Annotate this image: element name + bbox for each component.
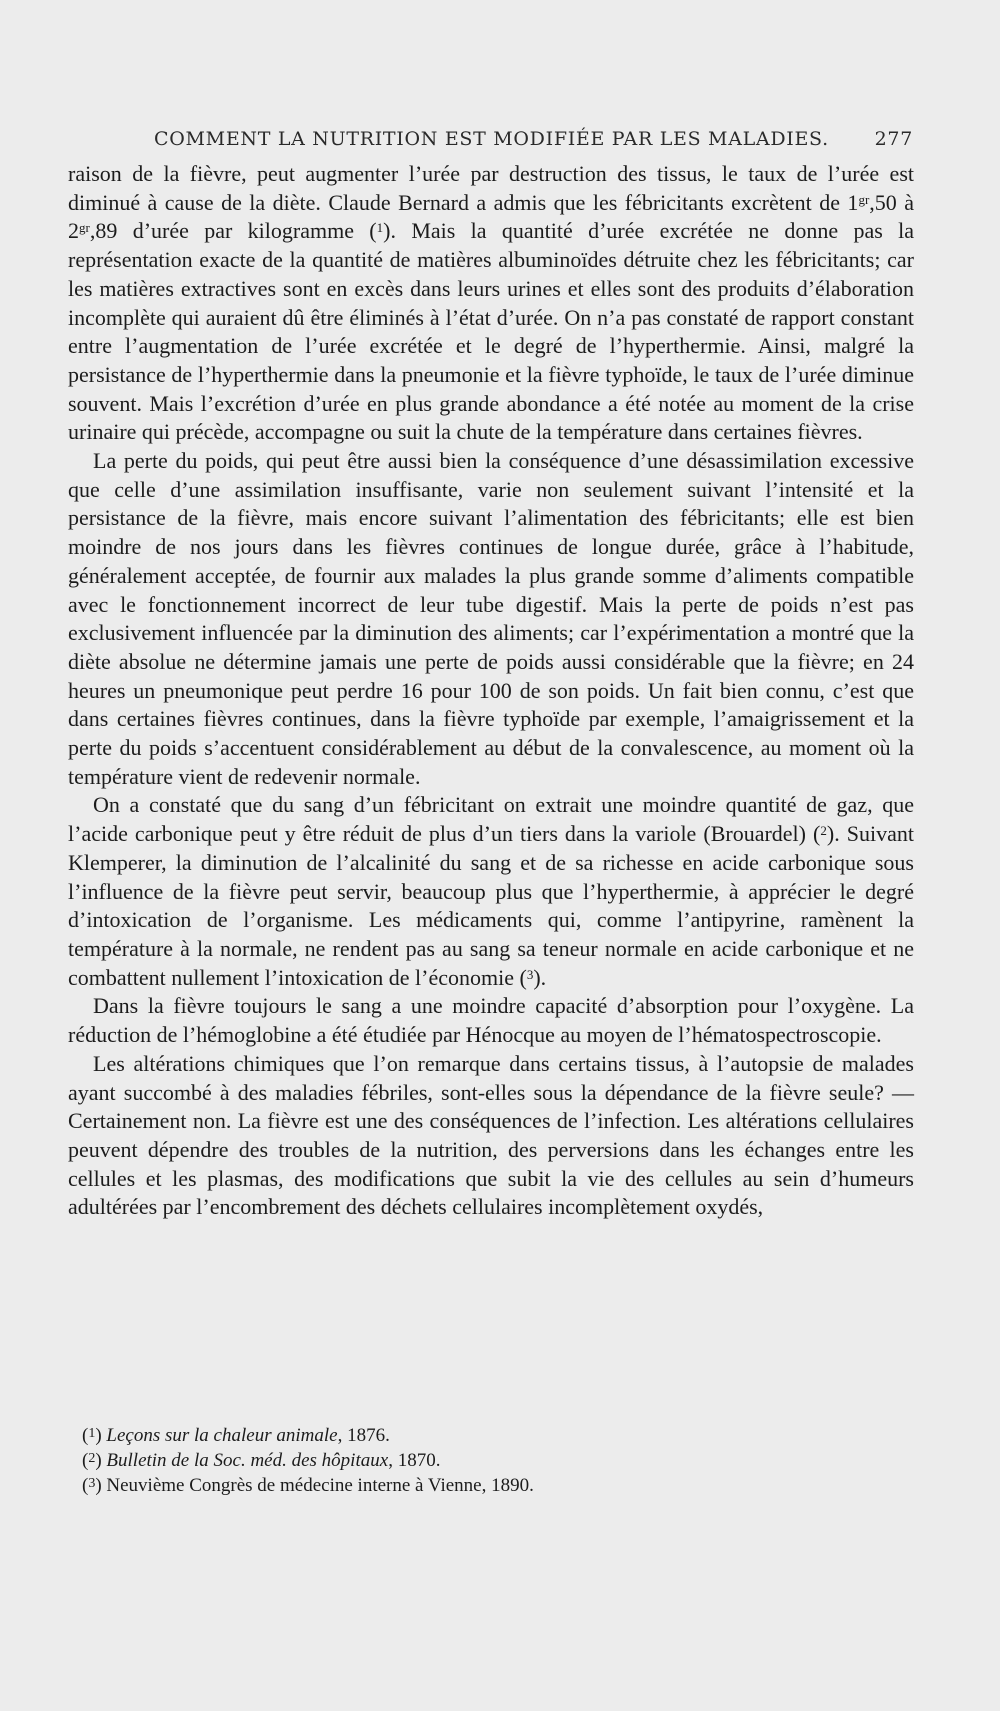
footnote-2: ($^2$) Bulletin de la Soc. méd. des hôpitaux, 1870. <box>82 1450 441 1471</box>
body-text <box>68 160 914 1222</box>
paragraph-weight-loss: La perte du poids, qui peut être aussi bien la conséquence d’une désassimilation excessive que celle d’une assimilation insuffisante, varie non seulement suivant l’intensité et la persistance de la fièvre, mais encore suivant l’alimentation des fébricitants; elle est bien moindre de nos jours dans les fièvres continues de longue durée, grâce à l’habitude, généralement acceptée, de fournir aux malades la plus grande somme d’aliments compatible avec le fonctionnement incorrect de leur tube digestif. Mais la perte de poids n’est pas exclusivement influencée par la diminution des aliments; car l’expérimentation a montré que la diète absolue ne détermine jamais une perte de poids aussi considérable que la fièvre; en 24 heures un pneumonique peut perdre 16 pour 100 de son poids. Un fait bien connu, c’est que dans certaines fièvres continues, dans la fièvre typhoïde par exemple, l’amaigrissement et la perte du poids s’accentuent considérablement au début de la convalescence, au moment où la température vient de redevenir normale. <box>68 448 914 789</box>
footnote-detail: , 1876. <box>337 1425 390 1446</box>
running-title: COMMENT LA NUTRITION EST MODIFIÉE PAR LES MALADIES. <box>154 128 829 150</box>
text-run: raison de la fièvre, peut augmenter l’urée par destruction des tissus, le taux de l’urée est diminué à cause de la diète. Claude Bernard a admis que les fébricitants excrètent de 1 <box>68 161 914 215</box>
footnote-mark: 1 <box>88 1426 96 1441</box>
text-run: ,50 à 2 <box>68 189 914 244</box>
text-run: ). Suivant Klemperer, la diminution de l’alcalinité du sang et de sa richesse en acide carbonique sous l’influence de la fièvre peut servir, beaucoup plus que l’hyperthermie, à apprécier le degré d’intoxication de l’organisme. Les médicaments qui, comme l’antipyrine, ramènent la température à la normale, ne rendent pas au sang sa teneur normale en acide carbonique et ne combattent nullement l’intoxication de l’économie ( <box>68 821 914 990</box>
footnote-title: Bulletin de la Soc. méd. des hôpitaux <box>106 1450 389 1471</box>
footnote-3: ($^3$) Neuvième Congrès de médecine interne à Vienne, 1890. <box>82 1475 534 1496</box>
footnote-ref[interactable]: 1 <box>376 220 384 236</box>
paragraph-alterations: Les altérations chimiques que l’on remarque dans certains tissus, à l’autopsie de malades ayant succombé à des maladies fébriles, sont-elles sous la dépendance de la fièvre seule? — Certainement non. La fièvre est une des conséquences de l’infection. Les altérations cellulaires peuvent dépendre des troubles de la nutrition, des perversions dans les échanges entre les cellules et les plasmas, des modifications que subit la vie des cellules au sein d’humeurs adultérées par l’encombrement des déchets cellulaires incomplètement oxydés, <box>68 1050 914 1220</box>
footnote-mark: 3 <box>88 1476 96 1491</box>
text-run: ,89 d’urée par kilogramme ( <box>89 218 377 244</box>
unit-superscript: gr <box>858 191 870 207</box>
text-run: On a constaté que du sang d’un fébricitant on extrait une moindre quantité de gaz, que l’acide carbonique peut y être réduit de plus d’un tiers dans la variole (Brouardel) ( <box>68 792 914 847</box>
footnote-ref[interactable]: 3 <box>526 966 534 982</box>
text-run: ). Mais la quantité d’urée excrétée ne donne pas la représentation exacte de la quantité de matières albuminoïdes détruite chez les fébricitants; car les matières extractives sont en excès dans leurs urines et elles sont des produits d’élaboration incomplète qui auraient dû être éliminés à l’état d’urée. On n’a pas constaté de rapport constant entre l’augmentation de l’urée excrétée et le degré de l’hyperthermie. Ainsi, malgré la persistance de l’hyperthermie dans la pneumonie et la fièvre typhoïde, le taux de l’urée diminue souvent. Mais l’excrétion d’urée en plus grande abondance a été notée au moment de la crise urinaire qui précède, accompagne ou suit la chute de la température dans certaines fièvres. <box>68 218 915 445</box>
page-number: 277 <box>874 128 913 150</box>
footnote-title: Leçons sur la chaleur animale <box>106 1425 338 1446</box>
running-header <box>154 128 913 150</box>
paragraph-oxygen: Dans la fièvre toujours le sang a une moindre capacité d’absorption pour l’oxygène. La réduction de l’hémoglobine a été étudiée par Hénocque au moyen de l’hématospectroscopie. <box>68 993 914 1048</box>
unit-superscript: gr <box>79 220 90 236</box>
footnote-detail: Neuvième Congrès de médecine interne à Vienne, 1890. <box>106 1475 534 1496</box>
text-run: ). <box>533 964 547 990</box>
footnote-mark: 2 <box>88 1451 96 1466</box>
footnote-ref[interactable]: 2 <box>820 823 827 839</box>
paragraph-urea <box>68 160 914 447</box>
footnote-1: ($^1$) Leçons sur la chaleur animale, 1876. <box>82 1425 390 1446</box>
footnote-detail: , 1870. <box>388 1450 441 1471</box>
footnotes <box>82 1422 902 1497</box>
paragraph-blood-gas <box>68 791 914 992</box>
